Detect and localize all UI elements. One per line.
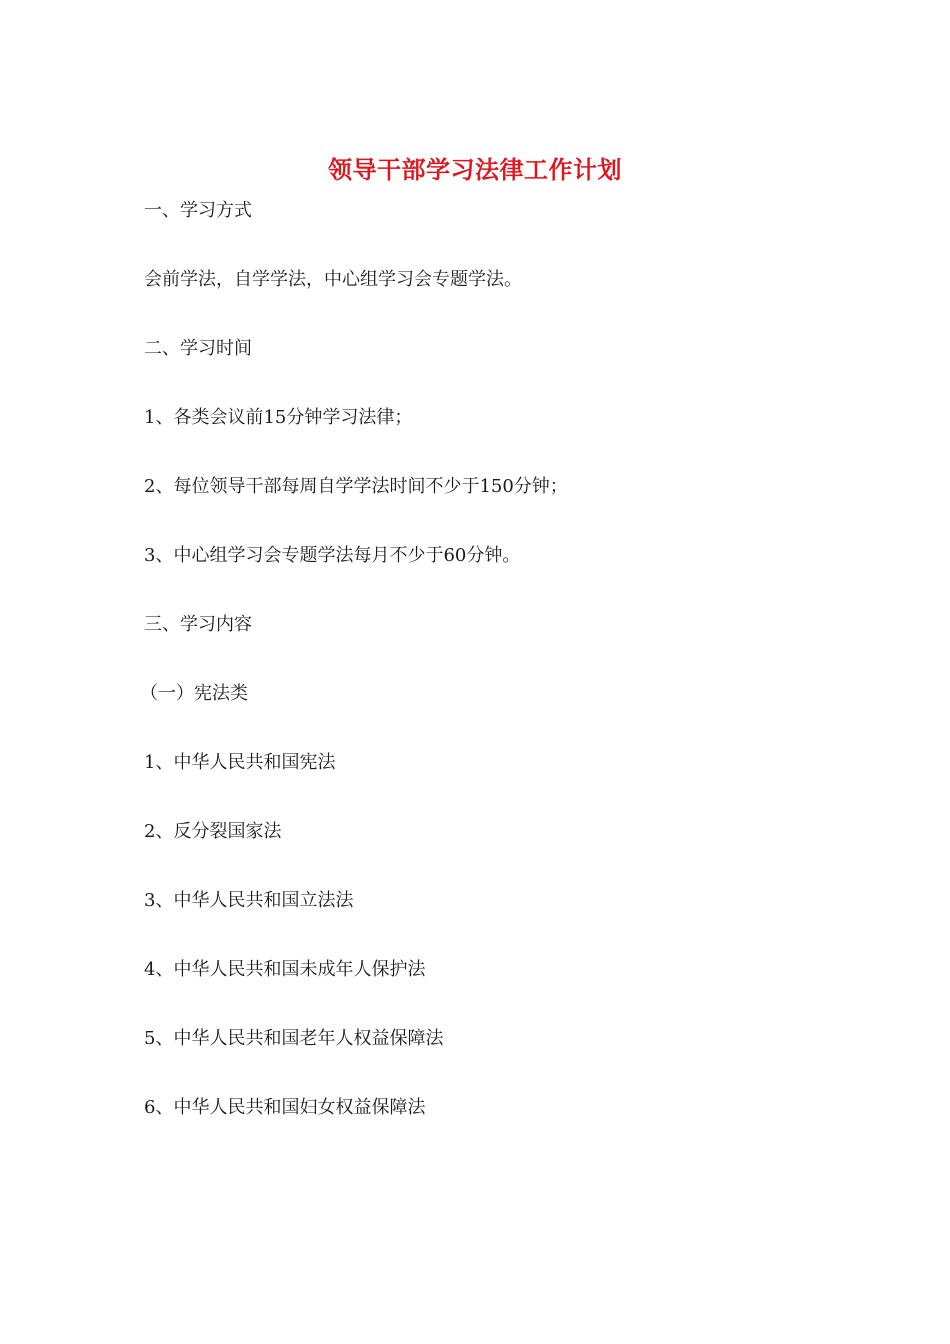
subsection-heading-constitution: （一）宪法类 — [140, 683, 248, 704]
list-item-law-5: 5、中华人民共和国老年人权益保障法 — [144, 1028, 444, 1049]
list-item-law-3: 3、中华人民共和国立法法 — [144, 890, 354, 911]
list-item-time-3: 3、中心组学习会专题学法每月不少于60分钟。 — [144, 545, 521, 566]
paragraph-study-method: 会前学法，自学学法，中心组学习会专题学法。 — [144, 269, 522, 290]
section-heading-study-method: 一、学习方式 — [144, 200, 252, 221]
list-item-law-4: 4、中华人民共和国未成年人保护法 — [144, 959, 426, 980]
list-item-law-1: 1、中华人民共和国宪法 — [144, 752, 336, 773]
list-item-time-1: 1、各类会议前15分钟学习法律； — [144, 407, 413, 428]
document-body — [140, 197, 824, 1163]
list-item-time-2: 2、每位领导干部每周自学学法时间不少于150分钟； — [144, 476, 568, 497]
list-item-law-2: 2、反分裂国家法 — [144, 821, 282, 842]
document-title: 领导干部学习法律工作计划 — [328, 155, 622, 184]
section-heading-study-time: 二、学习时间 — [144, 338, 252, 359]
section-heading-study-content: 三、学习内容 — [144, 614, 252, 635]
list-item-law-6: 6、中华人民共和国妇女权益保障法 — [144, 1097, 426, 1118]
